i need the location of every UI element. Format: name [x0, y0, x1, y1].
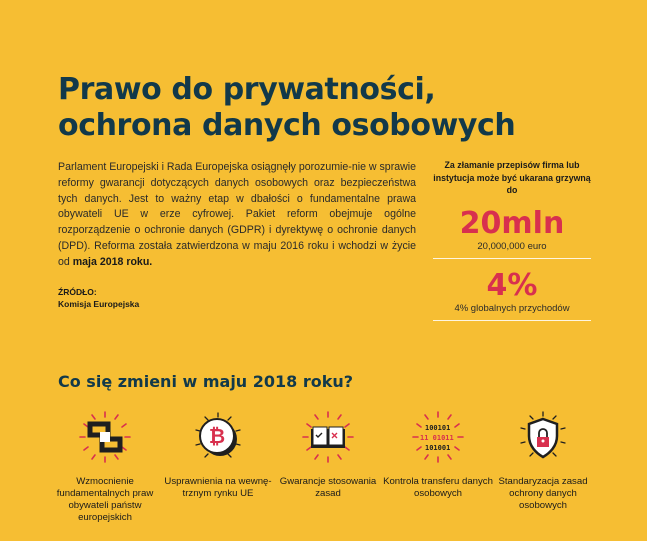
- fine-amount: 20mln: [459, 205, 565, 241]
- fine-divider: [433, 258, 591, 259]
- change-item: [383, 410, 493, 500]
- bitcoin-coin-icon: [191, 410, 245, 464]
- fine-percent: 4%: [486, 267, 538, 303]
- open-book-icon: [301, 410, 355, 464]
- fine-panel: [433, 159, 591, 325]
- binary-line-1: 100101: [425, 424, 451, 432]
- title-line-1: Prawo do prywatności,: [58, 72, 436, 107]
- fine-divider-2: [433, 320, 591, 321]
- binary-data-icon: [411, 410, 465, 464]
- title-line-2: ochrona danych osobowych: [58, 108, 516, 143]
- change-item-label: Kontrola transferu danych osobowych: [383, 476, 493, 499]
- source-value: Komisja Europejska: [58, 299, 140, 309]
- change-item-label: Gwarancje stosowania zasad: [279, 476, 377, 499]
- page-title: [58, 72, 618, 144]
- chain-link-icon: [78, 410, 132, 464]
- binary-line-2: 11 01011: [420, 434, 454, 442]
- changes-heading: Co się zmieni w maju 2018 roku?: [58, 372, 354, 391]
- source-label: ŹRÓDŁO:: [58, 287, 97, 297]
- change-item-label: Usprawnienia na wewnę-trznym rynku UE: [164, 476, 272, 499]
- intro-paragraph: [58, 160, 416, 271]
- change-item-label: Standaryzacja zasad ochrony danych osobowych: [498, 476, 588, 511]
- change-item-label: Wzmocnienie fundamentalnych praw obywateli państw europejskich: [56, 476, 154, 523]
- intro-text: Parlament Europejski i Rada Europejska osiągnęły porozumie-nie w sprawie reformy gwarancji dotyczących danych osobowych oraz bezpieczeństwa tych danych. Jest to ważny etap w dbałości o fundamentalne prawa obywateli UE w erze cyfrowej. Pakiet reform obejmuje ogólne rozporządzenie o ochronie danych (GDPR) i dyrektywę o ochronie danych (DPD). Reforma została zatwierdzona w maju 2016 roku i wchodzi w życie od: [58, 161, 417, 268]
- change-item: [488, 410, 598, 512]
- change-item: [273, 410, 383, 500]
- shield-lock-icon: [516, 410, 570, 464]
- fine-amount-detail: 20,000,000 euro: [477, 240, 547, 252]
- fine-intro: Za złamanie przepisów firma lub instytucja może być ukarana grzywną do: [433, 160, 591, 195]
- fine-percent-detail: 4% globalnych przychodów: [454, 302, 570, 314]
- change-item: [50, 410, 160, 524]
- intro-emphasis: maja 2018 roku.: [72, 255, 153, 268]
- change-item: [163, 410, 273, 500]
- svg-text:₿: ₿: [208, 424, 226, 448]
- binary-line-3: 101001: [425, 444, 451, 452]
